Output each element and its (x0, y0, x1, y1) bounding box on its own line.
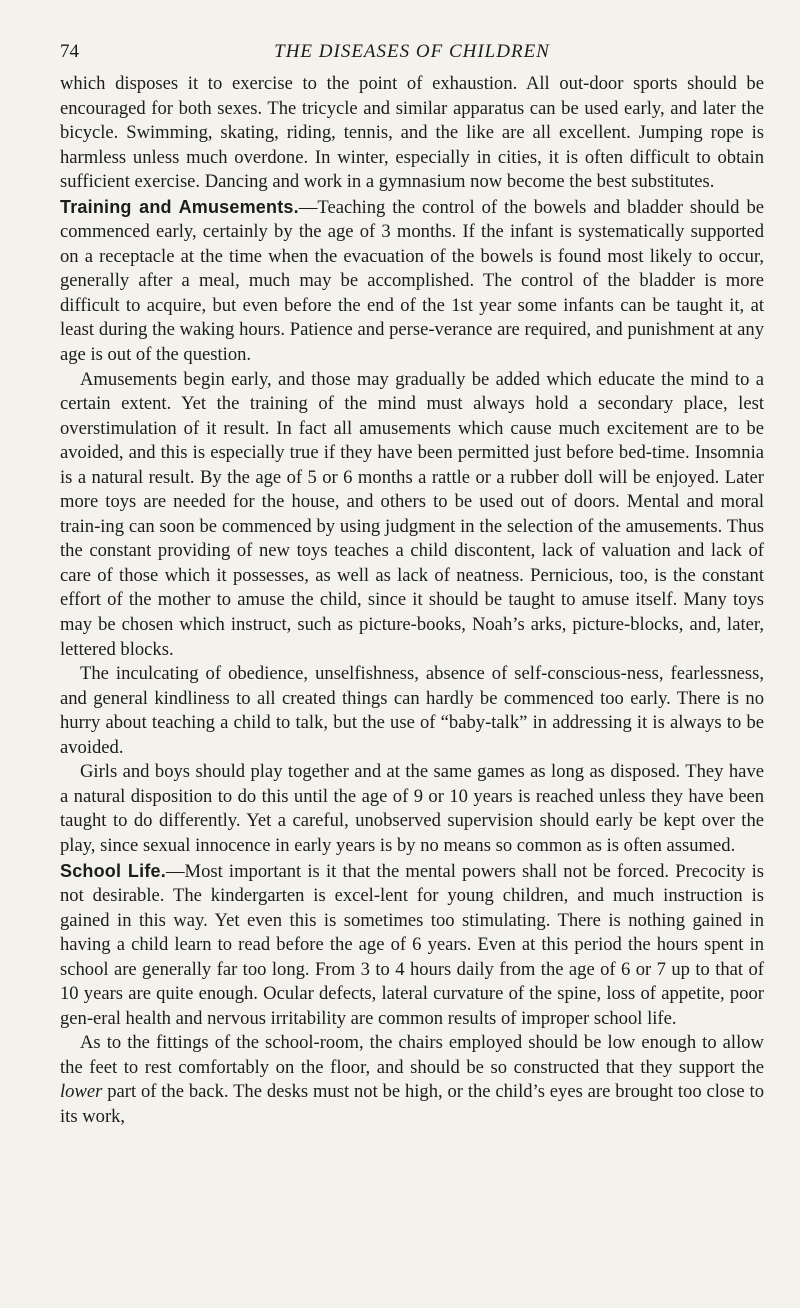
fittings-text-end: part of the back. The desks must not be high, or the child’s eyes are brought too close to its work, (60, 1081, 764, 1127)
paragraph-training (60, 195, 764, 368)
paragraph-school-life (60, 859, 764, 1032)
running-title: THE DISEASES OF CHILDREN (274, 41, 550, 62)
section-heading-school-life: School Life. (60, 860, 166, 881)
paragraph-girls-and-boys: Girls and boys should play together and at the same games as long as disposed. They have a natural disposition to do this until the age of 9 or 10 years is reached unless they have been taught to do differently. Yet a careful, unobserved supervision should early be kept over the play, since sexual innocence in early years is by no means so common as is often assumed. (60, 761, 764, 856)
paragraph-amusements: Amusements begin early, and those may gradually be added which educate the mind to a certain extent. Yet the training of the mind must always hold a secondary place, lest overstimulation of it result. In fact all amusements which cause much excitement are to be avoided, and this is especially true if they have been permitted just before bed-time. Insomnia is a natural result. By the age of 5 or 6 months a rattle or a rubber doll will be enjoyed. Later more toys are needed for the house, and others to be used out of doors. Mental and moral train-ing can soon be commenced by using judgment in the selection of the amusements. Thus the constant providing of new toys teaches a child discontent, lack of valuation and lack of care of those which it possesses, as well as lack of neatness. Pernicious, too, is the constant effort of the mother to amuse the child, since it should be taught to amuse itself. Many toys may be chosen which instruct, such as picture-books, Noah’s arks, picture-blocks, and, later, lettered blocks. (60, 368, 764, 660)
school-life-text: —Most important is it that the mental powers shall not be forced. Precocity is not desirable. The kindergarten is excel-lent for young children, and much instruction is gained in this way. Yet even this is sometimes too stimulating. There is nothing gained in having a child learn to read before the age of 6 years. Even at this period the hours spent in school are generally far too long. From 3 to 4 hours daily from the age of 6 or 7 up to that of 10 years are quite enough. Ocular defects, lateral curvature of the spine, loss of appetite, poor gen-eral health and nervous irritability are common results of improper school life. (60, 860, 765, 1029)
body-text (60, 72, 764, 1130)
running-head (60, 38, 764, 66)
fittings-text-start: As to the fittings of the school-room, the chairs employed should be low enough to allow the feet to rest comfortably on the floor, and should be so constructed that they support the (60, 1032, 764, 1078)
paragraph-exercise-continued: which disposes it to exercise to the point of exhaustion. All out-door sports should be encouraged for both sexes. The tricycle and similar apparatus can be used early, and later the bicycle. Swimming, skating, riding, tennis, and the like are all excellent. Jumping rope is harmless unless much overdone. In winter, especially in cities, it is often difficult to obtain sufficient exercise. Dancing and work in a gymnasium now become the best substitutes. (60, 73, 764, 193)
training-text: —Teaching the control of the bowels and bladder should be commenced early, certainly by the age of 3 months. If the infant is systematically supported on a receptacle at the time when the evacuation of the bowels is found most likely to occur, generally after a meal, much may be accomplished. The control of the bladder is more difficult to acquire, but even before the end of the 1st year some infants can be taught it, at least during the waking hours. Patience and perse-verance are required, and punishment at any age is out of the question. (60, 196, 764, 366)
page-number: 74 (60, 41, 79, 62)
section-heading-training: Training and Amusements. (60, 196, 299, 217)
paragraph-obedience: The inculcating of obedience, unselfishness, absence of self-conscious-ness, fearlessness, and general kindliness to all created things can hardly be commenced too early. There is no hurry about teaching a child to talk, but the use of “baby-talk” in addressing it is always to be avoided. (60, 663, 764, 758)
paragraph-school-fittings (60, 1031, 764, 1129)
fittings-text-italic: lower (60, 1081, 103, 1103)
